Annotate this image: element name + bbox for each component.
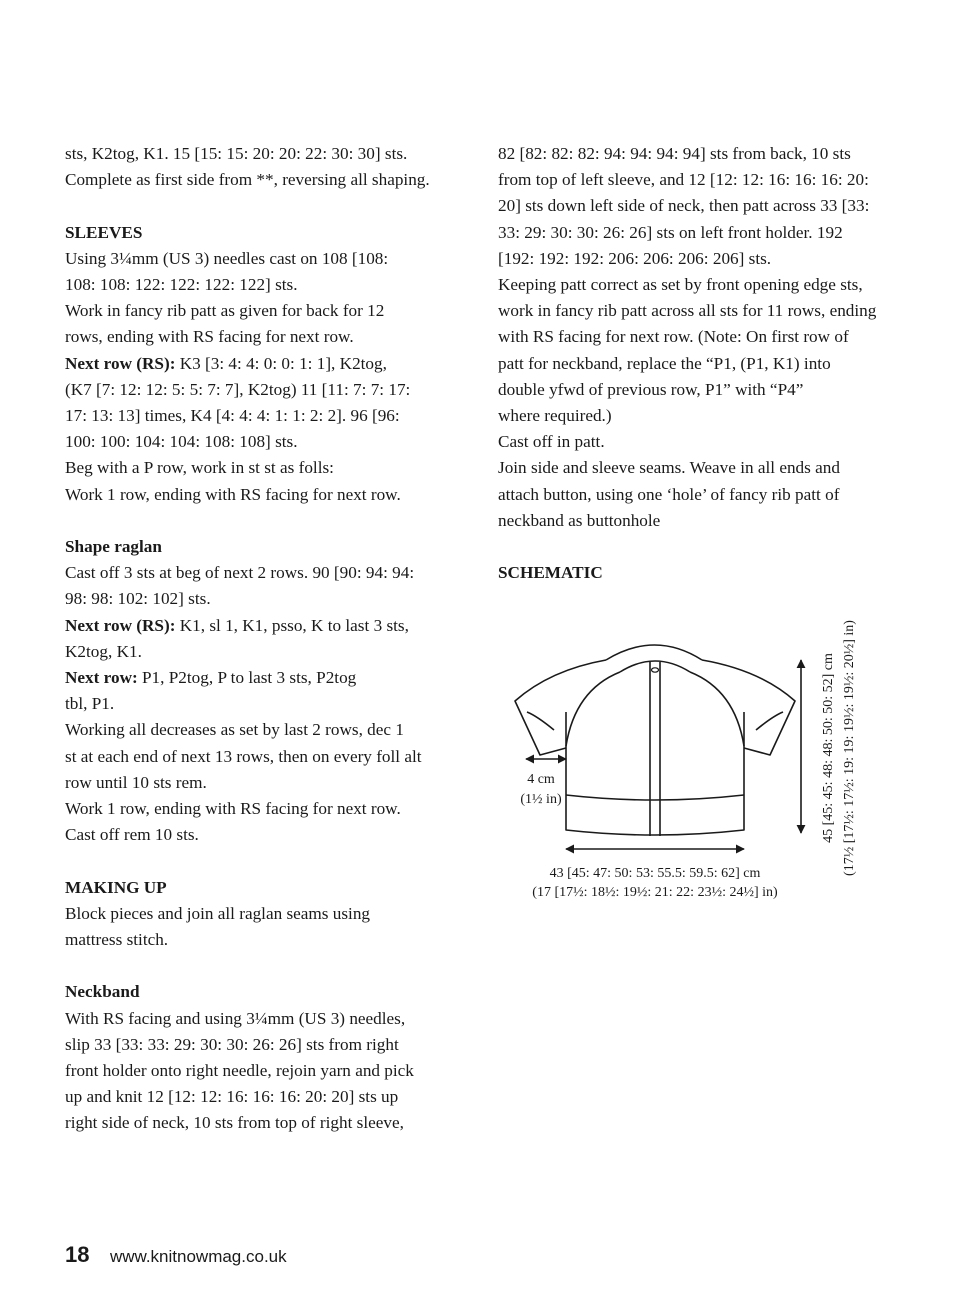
text-line bbox=[498, 272, 908, 298]
right-column bbox=[498, 141, 908, 586]
text-run: Join side and sleeve seams. Weave in all ends and bbox=[498, 458, 840, 478]
text-line bbox=[498, 141, 908, 167]
text-run: 20] sts down left side of neck, then patt across 33 [33: bbox=[498, 196, 870, 216]
left-column bbox=[65, 141, 465, 1137]
text-run: 33: 29: 30: 30: 26: 26] sts on left front holder. 192 bbox=[498, 222, 843, 242]
button-icon bbox=[652, 668, 659, 672]
section-heading bbox=[498, 560, 908, 586]
left-sleeve-cuff bbox=[527, 712, 554, 730]
text-run: 108: 108: 122: 122: 122: 122] sts. bbox=[65, 275, 298, 294]
text-run: Complete as first side from **, reversing all shaping. bbox=[65, 170, 430, 190]
text-line bbox=[498, 351, 908, 377]
sleeve-label-cm: 4 cm bbox=[527, 772, 555, 787]
text-line bbox=[498, 193, 908, 219]
text-run: K2tog, K1. bbox=[65, 641, 142, 661]
text-line bbox=[65, 927, 465, 953]
length-label-cm: 45 [45: 45: 48: 48: 50: 50: 52] cm bbox=[821, 653, 836, 843]
text-run: [192: 192: 192: 206: 206: 206: 206] sts. bbox=[498, 248, 772, 268]
text-line bbox=[498, 508, 908, 534]
text-run: Work 1 row, ending with RS facing for next row. bbox=[65, 799, 401, 819]
text-line bbox=[498, 455, 908, 481]
length-label-in: (17½ [17½: 17½: 19: 19: 19½: 19½: 20½] in) bbox=[842, 620, 857, 876]
text-line bbox=[65, 822, 465, 848]
text-line bbox=[498, 167, 908, 193]
text-run: SCHEMATIC bbox=[498, 563, 603, 583]
neckband-outer bbox=[606, 645, 702, 660]
text-run: attach button, using one ‘hole’ of fancy rib patt of bbox=[498, 484, 840, 504]
left-sleeve-outline bbox=[515, 660, 606, 755]
text-run: tbl, P1. bbox=[65, 694, 115, 714]
text-line bbox=[65, 639, 465, 665]
right-raglan-seam bbox=[690, 672, 744, 746]
text-run: where required.) bbox=[498, 406, 612, 426]
text-line bbox=[65, 429, 465, 455]
text-line bbox=[65, 901, 465, 927]
paragraph-gap bbox=[65, 508, 465, 534]
page-number: 18 bbox=[65, 1242, 90, 1267]
row-label: Next row (RS): bbox=[65, 615, 176, 635]
text-line bbox=[65, 1006, 465, 1032]
text-line bbox=[498, 298, 908, 324]
row-label: Next row: bbox=[65, 668, 138, 688]
text-run: 17: 13: 13] times, K4 [4: 4: 4: 1: 1: 2: 2]. 96 [96: bbox=[65, 406, 400, 426]
text-run: Working all decreases as set by last 2 rows, dec 1 bbox=[65, 720, 404, 740]
text-run: Beg with a P row, work in st st as folls: bbox=[65, 458, 334, 478]
text-line bbox=[65, 482, 465, 508]
text-line bbox=[65, 377, 465, 403]
text-run: sts, K2tog, K1. 15 [15: 15: 20: 20: 22: 30: 30] sts. bbox=[65, 144, 408, 163]
text-line bbox=[65, 141, 465, 167]
body-outline bbox=[566, 712, 744, 835]
text-run: rows, ending with RS facing for next row. bbox=[65, 327, 354, 347]
text-line bbox=[65, 403, 465, 429]
text-run: Cast off rem 10 sts. bbox=[65, 825, 199, 845]
section-heading bbox=[65, 220, 465, 246]
hem-rib-line bbox=[566, 795, 744, 800]
text-run: Work in fancy rib patt as given for back for 12 bbox=[65, 301, 385, 321]
text-run: front holder onto right needle, rejoin yarn and pick bbox=[65, 1061, 414, 1081]
text-line bbox=[65, 324, 465, 350]
text-run: right side of neck, 10 sts from top of right sleeve, bbox=[65, 1113, 404, 1133]
width-label-cm: 43 [45: 47: 50: 53: 55.5: 59.5: 62] cm bbox=[549, 866, 761, 881]
paragraph-gap bbox=[65, 193, 465, 219]
text-line bbox=[498, 482, 908, 508]
text-line bbox=[65, 167, 465, 193]
text-run: Shape raglan bbox=[65, 537, 162, 557]
text-line bbox=[65, 455, 465, 481]
text-line bbox=[65, 586, 465, 612]
text-run: work in fancy rib patt across all sts for 11 rows, ending bbox=[498, 301, 877, 321]
text-run: 98: 98: 102: 102] sts. bbox=[65, 589, 211, 609]
text-run: with RS facing for next row. (Note: On first row of bbox=[498, 327, 849, 347]
row-label: Next row (RS): bbox=[65, 353, 176, 373]
text-run: With RS facing and using 3¼mm (US 3) needles, bbox=[65, 1008, 406, 1028]
paragraph-gap bbox=[65, 848, 465, 874]
text-line bbox=[65, 560, 465, 586]
text-line bbox=[498, 429, 908, 455]
left-raglan-seam bbox=[566, 672, 620, 746]
text-line bbox=[498, 246, 908, 272]
text-line bbox=[65, 1032, 465, 1058]
paragraph-gap bbox=[498, 534, 908, 560]
text-line bbox=[498, 324, 908, 350]
text-line bbox=[65, 1110, 465, 1136]
text-line bbox=[65, 272, 465, 298]
text-line bbox=[65, 1084, 465, 1110]
text-run: Block pieces and join all raglan seams using bbox=[65, 903, 371, 923]
page-footer bbox=[65, 1242, 287, 1268]
text-line bbox=[498, 377, 908, 403]
text-run: slip 33 [33: 33: 29: 30: 30: 26: 26] sts from right bbox=[65, 1034, 399, 1054]
text-run: up and knit 12 [12: 12: 16: 16: 16: 20: 20] sts up bbox=[65, 1087, 399, 1107]
text-run: double yfwd of previous row, P1” with “P4” bbox=[498, 379, 804, 399]
section-heading bbox=[65, 979, 465, 1005]
text-run: from top of left sleeve, and 12 [12: 12: 16: 16: 16: 20: bbox=[498, 170, 869, 190]
text-line bbox=[498, 220, 908, 246]
text-line bbox=[65, 613, 465, 639]
text-run: 100: 100: 104: 104: 108: 108] sts. bbox=[65, 432, 298, 452]
text-run: SLEEVES bbox=[65, 222, 143, 242]
text-line bbox=[65, 770, 465, 796]
text-run: K1, sl 1, K1, psso, K to last 3 sts, bbox=[175, 615, 409, 635]
text-run: st at each end of next 13 rows, then on every foll alt bbox=[65, 746, 422, 766]
text-run: Cast off 3 sts at beg of next 2 rows. 90 [90: 94: 94: bbox=[65, 563, 415, 583]
text-run: MAKING UP bbox=[65, 877, 167, 897]
sleeve-label-in: (1½ in) bbox=[520, 792, 562, 807]
text-line bbox=[65, 744, 465, 770]
section-heading bbox=[65, 875, 465, 901]
text-run: mattress stitch. bbox=[65, 930, 169, 950]
text-run: P1, P2tog, P to last 3 sts, P2tog bbox=[137, 668, 357, 688]
website-url: www.knitnowmag.co.uk bbox=[109, 1247, 287, 1266]
text-line bbox=[65, 717, 465, 743]
text-run: neckband as buttonhole bbox=[498, 510, 661, 530]
neckband-inner bbox=[620, 661, 690, 672]
text-run: Keeping patt correct as set by front opening edge sts, bbox=[498, 275, 863, 295]
text-line bbox=[65, 351, 465, 377]
right-sleeve-outline bbox=[702, 660, 795, 755]
width-label-in: (17 [17½: 18½: 19½: 21: 22: 23½: 24½] in) bbox=[532, 885, 778, 900]
right-sleeve-cuff bbox=[756, 712, 783, 730]
text-line bbox=[65, 1058, 465, 1084]
text-run: K3 [3: 4: 4: 0: 0: 1: 1], K2tog, bbox=[175, 353, 387, 373]
text-run: Using 3¼mm (US 3) needles cast on 108 [108: bbox=[65, 248, 389, 268]
text-line bbox=[65, 298, 465, 324]
text-line bbox=[65, 246, 465, 272]
text-run: row until 10 sts rem. bbox=[65, 772, 207, 792]
text-run: Neckband bbox=[65, 982, 140, 1002]
text-run: (K7 [7: 12: 12: 5: 5: 7: 7], K2tog) 11 [11: 7: 7: 17: bbox=[65, 379, 411, 399]
text-run: Work 1 row, ending with RS facing for next row. bbox=[65, 484, 401, 504]
text-run: 82 [82: 82: 82: 94: 94: 94: 94] sts from back, 10 sts bbox=[498, 144, 851, 163]
section-heading bbox=[65, 534, 465, 560]
text-run: Cast off in patt. bbox=[498, 432, 605, 452]
text-line bbox=[65, 665, 465, 691]
text-line bbox=[65, 796, 465, 822]
text-line bbox=[65, 691, 465, 717]
text-run: patt for neckband, replace the “P1, (P1, K1) into bbox=[498, 353, 831, 373]
cardigan-outline bbox=[515, 645, 795, 836]
text-line bbox=[498, 403, 908, 429]
paragraph-gap bbox=[65, 953, 465, 979]
